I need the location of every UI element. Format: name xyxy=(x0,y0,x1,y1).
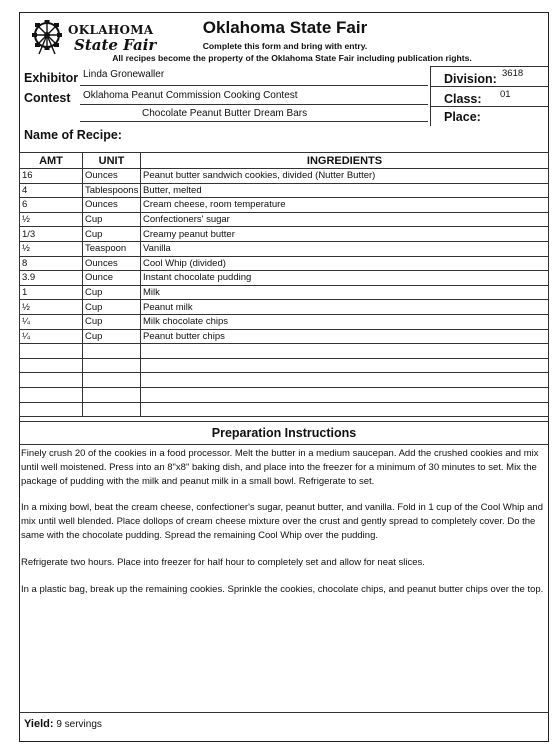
contest-field[interactable]: Oklahoma Peanut Commission Cooking Contest xyxy=(83,90,298,101)
ingredient-unit-cell[interactable] xyxy=(83,387,141,402)
ingredient-row xyxy=(20,358,549,373)
logo-text-state-fair: State Fair xyxy=(74,36,157,54)
ingredient-unit-cell[interactable] xyxy=(83,358,141,373)
ingredient-amt-cell[interactable]: 16 xyxy=(20,169,83,184)
place-label: Place: xyxy=(444,110,481,124)
ingredient-ingredient-cell[interactable]: Creamy peanut butter xyxy=(141,227,549,242)
ingredient-ingredient-cell[interactable]: Confectioners' sugar xyxy=(141,212,549,227)
ingredient-amt-cell[interactable]: 4 xyxy=(20,183,83,198)
ingredient-row xyxy=(20,271,549,286)
ingredient-ingredient-cell[interactable]: Cool Whip (divided) xyxy=(141,256,549,271)
recipe-name-label: Name of Recipe: xyxy=(24,128,122,142)
ingredient-unit-cell[interactable]: Cup xyxy=(83,212,141,227)
ingredient-amt-cell[interactable]: ½ xyxy=(20,300,83,315)
ingredient-ingredient-cell[interactable]: Peanut milk xyxy=(141,300,549,315)
form-subtitle: Complete this form and bring with entry. xyxy=(202,41,368,51)
exhibitor-label: Exhibitor xyxy=(24,71,79,85)
ingredient-row xyxy=(20,329,549,344)
rights-notice: All recipes become the property of the Oklahoma State Fair including publication rights. xyxy=(112,53,472,63)
ingredient-amt-cell[interactable]: 3.9 xyxy=(20,271,83,286)
ingredient-ingredient-cell[interactable]: Vanilla xyxy=(141,241,549,256)
ingredient-ingredient-cell[interactable]: Milk xyxy=(141,285,549,300)
ingredient-ingredient-cell[interactable] xyxy=(141,387,549,402)
ferris-wheel-icon xyxy=(30,20,64,56)
ingredient-amt-cell[interactable] xyxy=(20,387,83,402)
ingredient-amt-cell[interactable]: ¼ xyxy=(20,314,83,329)
ingredient-unit-cell[interactable]: Tablespoons xyxy=(83,183,141,198)
ingredient-amt-cell[interactable]: 6 xyxy=(20,198,83,213)
ingredient-unit-cell[interactable]: Cup xyxy=(83,227,141,242)
ingredient-row xyxy=(20,198,549,213)
ingredient-amt-cell[interactable]: 8 xyxy=(20,256,83,271)
ingredient-row xyxy=(20,169,549,184)
ingredient-ingredient-cell[interactable] xyxy=(141,344,549,359)
ingredient-amt-cell[interactable]: ½ xyxy=(20,212,83,227)
col-header-ingredients: INGREDIENTS xyxy=(141,153,549,169)
ingredient-amt-cell[interactable]: ¼ xyxy=(20,329,83,344)
ingredient-amt-cell[interactable]: 1/3 xyxy=(20,227,83,242)
division-field[interactable]: 3618 xyxy=(502,68,524,79)
ingredient-unit-cell[interactable]: Cup xyxy=(83,285,141,300)
ingredient-row xyxy=(20,300,549,315)
exhibitor-field[interactable]: Linda Gronewaller xyxy=(83,69,165,80)
ingredient-ingredient-cell[interactable] xyxy=(141,402,549,417)
ingredient-ingredient-cell[interactable] xyxy=(141,358,549,373)
ingredient-unit-cell[interactable] xyxy=(83,344,141,359)
logo-text-oklahoma: OKLAHOMA xyxy=(68,23,154,37)
ingredient-ingredient-cell[interactable]: Peanut butter sandwich cookies, divided (Nutter Butter) xyxy=(141,169,549,184)
prep-paragraph: In a plastic bag, break up the remaining cookies. Sprinkle the cookies, chocolate chips, and peanut butter chips over the top. xyxy=(21,583,544,595)
ingredient-unit-cell[interactable]: Ounces xyxy=(83,169,141,184)
ingredient-unit-cell[interactable]: Teaspoon xyxy=(83,241,141,256)
ingredient-row xyxy=(20,212,549,227)
ingredient-amt-cell[interactable]: ½ xyxy=(20,241,83,256)
yield-line xyxy=(24,718,102,730)
prep-paragraph: Refrigerate two hours. Place into freezer for half hour to completely set and allow for neat slices. xyxy=(21,556,425,568)
division-label: Division: xyxy=(444,72,497,86)
ingredient-row xyxy=(20,256,549,271)
ingredient-ingredient-cell[interactable] xyxy=(141,373,549,388)
ingredient-amt-cell[interactable]: 1 xyxy=(20,285,83,300)
prep-paragraph: Finely crush 20 of the cookies in a food processor. Melt the butter in a medium saucepan. Add the crushed cookies and mix until well moistened. Press into an 8"x8" baking dish, and place into the freezer for a minimum of 30 minutes to set. Mix the package of pudding with the milk and peanut milk in a small bowl. Refrigerate to set. xyxy=(21,448,539,487)
ingredient-ingredient-cell[interactable]: Instant chocolate pudding xyxy=(141,271,549,286)
ingredients-header-row xyxy=(20,153,549,169)
ingredient-amt-cell[interactable] xyxy=(20,344,83,359)
recipe-name-field[interactable]: Chocolate Peanut Butter Dream Bars xyxy=(142,108,308,119)
ingredient-row xyxy=(20,314,549,329)
class-field[interactable]: 01 xyxy=(500,89,511,100)
ingredient-amt-cell[interactable] xyxy=(20,373,83,388)
ingredient-row xyxy=(20,227,549,242)
yield-divider xyxy=(19,712,549,713)
ingredient-row xyxy=(20,183,549,198)
contest-label: Contest xyxy=(24,91,71,105)
preparation-instructions xyxy=(21,447,547,609)
ingredient-row xyxy=(20,373,549,388)
form-title: Oklahoma State Fair xyxy=(202,18,368,37)
preparation-heading: Preparation Instructions xyxy=(19,421,549,445)
ingredients-table xyxy=(19,152,549,417)
ingredient-amt-cell[interactable] xyxy=(20,358,83,373)
ingredient-unit-cell[interactable]: Ounces xyxy=(83,198,141,213)
ingredient-ingredient-cell[interactable]: Peanut butter chips xyxy=(141,329,549,344)
ingredient-unit-cell[interactable] xyxy=(83,373,141,388)
ingredient-row xyxy=(20,285,549,300)
ingredient-unit-cell[interactable]: Cup xyxy=(83,300,141,315)
ingredient-unit-cell[interactable]: Ounces xyxy=(83,256,141,271)
ingredient-unit-cell[interactable]: Ounce xyxy=(83,271,141,286)
yield-value[interactable]: 9 servings xyxy=(56,719,102,730)
class-label: Class: xyxy=(444,92,482,106)
ingredient-row xyxy=(20,402,549,417)
prep-paragraph: In a mixing bowl, beat the cream cheese, confectioner's sugar, peanut butter, and vanilla. Fold in 1 cup of the Cool Whip and mix until well blended. Place dollops of cream cheese mixture over the crust and gently spread to completely cover. Do the same with the chocolate pudding. Spread the remaining Cool Whip over the pudding. xyxy=(21,502,543,541)
ingredient-ingredient-cell[interactable]: Milk chocolate chips xyxy=(141,314,549,329)
ingredient-ingredient-cell[interactable]: Cream cheese, room temperature xyxy=(141,198,549,213)
ingredient-ingredient-cell[interactable]: Butter, melted xyxy=(141,183,549,198)
col-header-amt: AMT xyxy=(20,153,83,169)
ingredient-unit-cell[interactable]: Cup xyxy=(83,329,141,344)
ingredient-row xyxy=(20,241,549,256)
ingredient-unit-cell[interactable] xyxy=(83,402,141,417)
yield-label: Yield: xyxy=(24,718,54,730)
ingredient-unit-cell[interactable]: Cup xyxy=(83,314,141,329)
ingredient-row xyxy=(20,344,549,359)
ingredient-row xyxy=(20,387,549,402)
oklahoma-state-fair-logo xyxy=(28,18,168,58)
ingredient-amt-cell[interactable] xyxy=(20,402,83,417)
col-header-unit: UNIT xyxy=(83,153,141,169)
